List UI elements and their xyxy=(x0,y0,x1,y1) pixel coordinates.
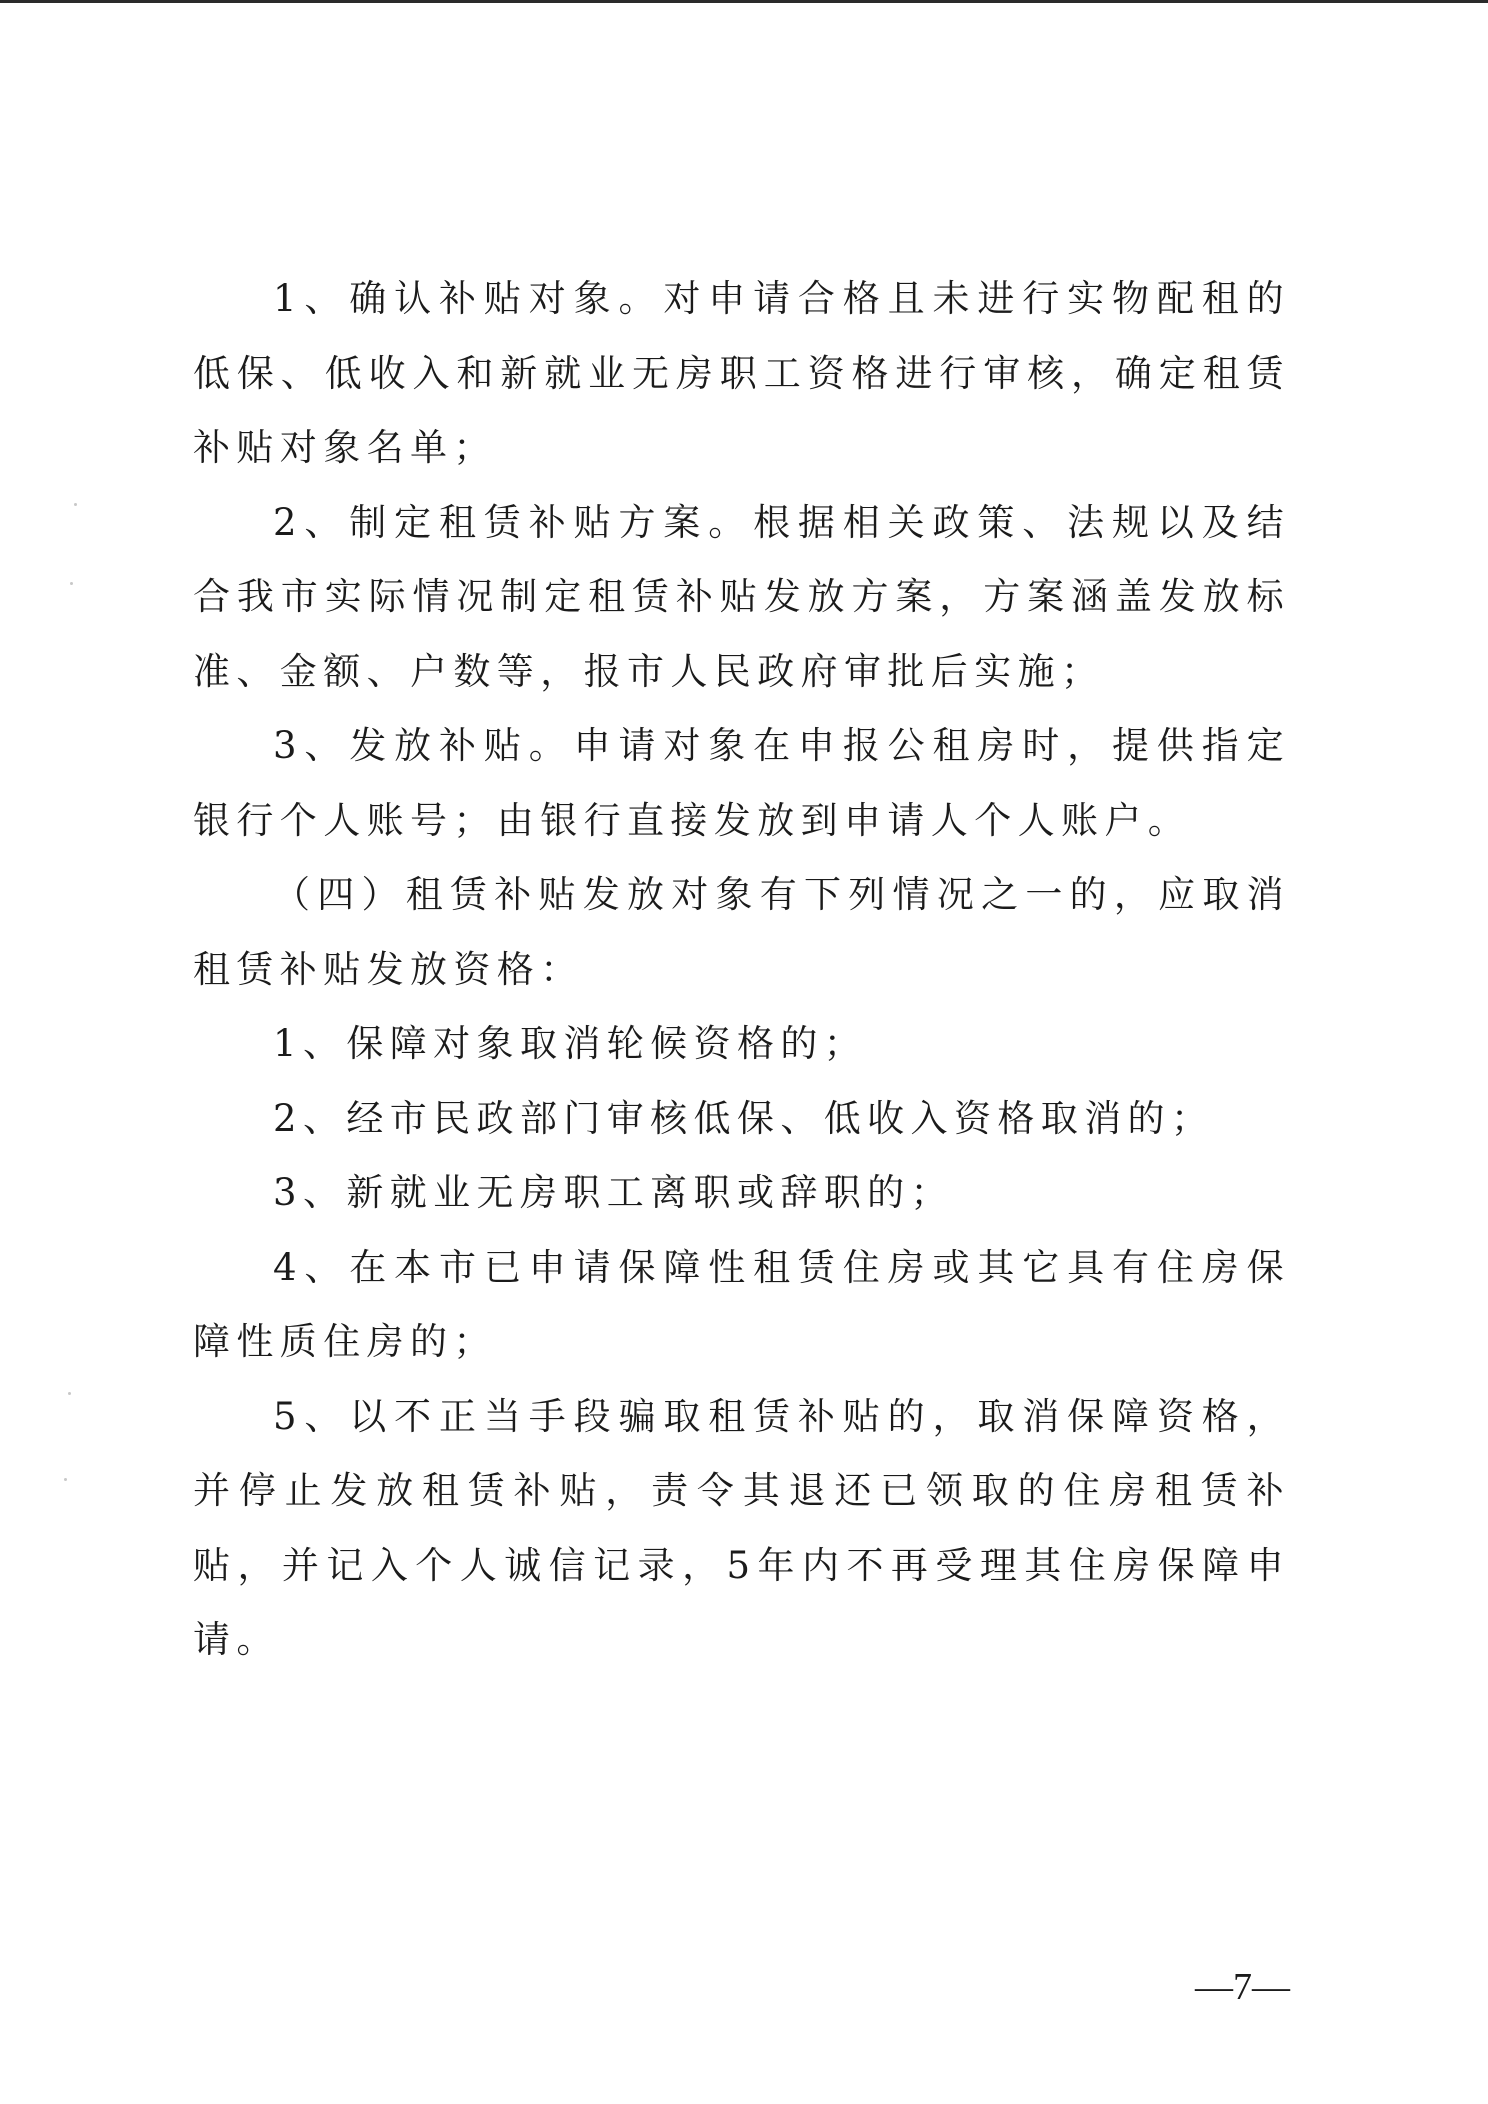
paragraph-subsidy-plan: 2、制定租赁补贴方案。根据相关政策、法规以及结合我市实际情况制定租赁补贴发放方案，方案涵盖发放标准、金额、户数等，报市人民政府审批后实施； xyxy=(193,500,1290,693)
scan-speck xyxy=(64,1478,67,1481)
paragraph-cancel-item-4: 4、在本市已申请保障性租赁住房或其它具有住房保障性质住房的； xyxy=(193,1245,1290,1363)
scan-speck xyxy=(68,1392,71,1395)
scan-top-edge xyxy=(0,0,1488,3)
paragraph-cancel-item-5: 5、以不正当手段骗取租赁补贴的，取消保障资格，并停止发放租赁补贴，责令其退还已领取的住房租赁补贴，并记入个人诚信记录，5年内不再受理其住房保障申请。 xyxy=(193,1394,1290,1661)
page-number: —7— xyxy=(1195,1966,1290,2008)
scan-speck xyxy=(74,503,77,506)
scan-speck xyxy=(70,582,73,585)
paragraph-issue-subsidy: 3、发放补贴。申请对象在申报公租房时，提供指定银行个人账号；由银行直接发放到申请人个人账户。 xyxy=(193,724,1290,842)
paragraph-confirm-subsidy-targets: 1、确认补贴对象。对申请合格且未进行实物配租的低保、低收入和新就业无房职工资格进行审核，确定租赁补贴对象名单； xyxy=(193,277,1290,469)
paragraph-cancel-item-2: 2、经市民政部门审核低保、低收入资格取消的； xyxy=(273,1096,1215,1140)
document-body xyxy=(193,262,1290,1678)
paragraph-cancel-item-1: 1、保障对象取消轮候资格的； xyxy=(273,1022,868,1065)
paragraph-section-four-heading: （四）租赁补贴发放对象有下列情况之一的，应取消租赁补贴发放资格： xyxy=(193,873,1290,991)
paragraph-cancel-item-3: 3、新就业无房职工离职或辞职的； xyxy=(273,1171,954,1214)
